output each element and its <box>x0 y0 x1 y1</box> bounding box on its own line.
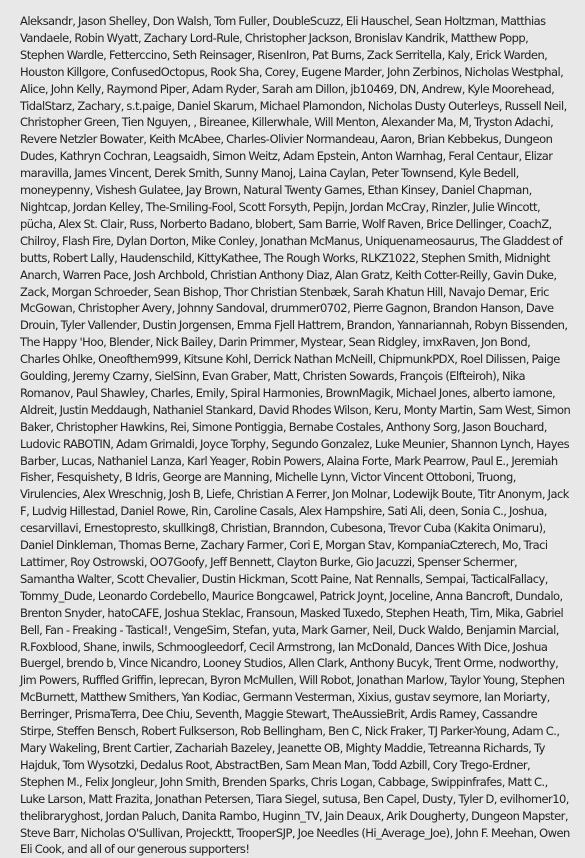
supporter-credits-paragraph: Aleksandr, Jason Shelley, Don Walsh, Tom Fuller, DoubleScuzz, Eli Hauschel, Sean Holtzman, Matthias Vandaele, Robin Wyatt, Zachary Lord-Rule, Christopher Jackson, Bronislav Kandrik, Matthew Popp, Stephen Wardle, Fetterccino, Seth Reinsager, RisenIron, Pat Burns, Zack Serritella, Kaly, Erick Warden, Houston Killgore, ConfusedOctopus, Rook Sha, Corey, Eugene Marder, John Zerbinos, Nicholas Westphal, Alice, John Kelly, Raymond Piper, Adam Ryder, Sarah am Dillon, jb10469, DN, Andrew, Kyle Moorehead, TidalStarz, Zachary, s.t.paige, Daniel Skarum, Michael Plamondon, Nicholas Dusty Outerleys, Russell Neil, Christopher Green, Tien Nguyen, , Bireanee, Killerwhale, Will Menton, Alexander Ma, M, Tryston Adachi, Revere Netzler Bowater, Keith McAbee, Charles-Olivier Normandeau, Aaron, Brian Kebbekus, Dungeon Dudes, Kathryn Cochran, Leagsaidh, Simon Weitz, Adam Epstein, Anton Warnhag, Feral Centaur, Elizar maravilla, James Vincent, Derek Smith, Sunny Manoj, Laina Caylan, Peter Townsend, Kyle Bedell, moneypenny, Vishesh Gulatee, Jay Brown, Natural Twenty Games, Ethan Kinsey, Daniel Chapman, Nightcap, Jordan Kelley, The-Smiling-Fool, Scott Forsyth, Pepijn, Jordan McCray, Rinzler, Julie Wincott, pücha, Alex St. Clair, Russ, Norberto Badano, blobert, Sam Barrie, Wolf Raven, Brice Dellinger, CoachZ, Chilroy, Flash Fire, Dylan Dorton, Mike Conley, Jonathan McManus, Uniquenameosaurus, The Gladdest of butts, Robert Lally, Haudenschild, KittyKathee, The Rough Works, RLKZ1022, Stephen Smith, Midnight Anarch, Warren Pace, Josh Archbold, Christian Anthony Diaz, Alan Gratz, Keith Cotter-Reilly, Gavin Duke, Zack, Morgan Schroeder, Sean Bishop, Thor Christian Stenbæk, Sarah Khatun Hill, Navajo Demar, Eric McGowan, Christopher Avery, Johnny Sandoval, drummer0702, Pierre Gagnon, Brandon Hanson, Dave Drouin, Tyler Vallender, Dustin Jorgensen, Emma Fjell Hattrem, Brandon, Yannariannah, Robyn Bissenden, The Happy 'Hoo, Blender, Nick Bailey, Darin Primmer, Mystear, Sean Ridgley, imxRaven, Jon Bond, Charles Ohlke, Oneofthem999, Kitsune Kohl, Derrick Nathan McNeill, ChipmunkPDX, Roel Dilissen, Paige Goulding, Jeremy Czarny, SielSinn, Evan Graber, Matt, Christen Sowards, François (Elfteiroh), Nika Romanov, Paul Shawley, Charles, Emily, Spiral Harmonies, BrownMagik, Michael Jones, alberto iamone, Aldreit, Justin Meddaugh, Nathaniel Stankard, David Rhodes Wilson, Keru, Monty Martin, Sam West, Simon Baker, Christopher Hawkins, Rei, Simone Pontiggia, Bernabe Costales, Anthony Sorg, Jason Bouchard, Ludovic RABOTIN, Adam Grimaldi, Joyce Torphy, Segundo Gonzalez, Luke Meunier, Shannon Lynch, Hayes Barber, Lucas, Nathaniel Lanza, Karl Yeager, Robin Powers, Alaina Forte, Mark Pearrow, Paul E., Jeremiah Fisher, Fesquishety, B Idris, George are Manning, Michelle Lynn, Victor Vincent Ottoboni, Truong, Virulencies, Alex Wreschnig, Josh B, Liefe, Christian A Ferrer, Jon Molnar, Lodewijk Boute, Titr Anonym, Jack F, Ludvig Hillestad, Daniel Rowe, Rin, Caroline Casals, Alex Hampshire, Sati Ali, deen, Sonia C., Joshua, cesarvillavi, Ernestopresto, skullking8, Christian, Branndon, Cubesona, Trevor Cuba (Kakita Onimaru), Daniel Dinkleman, Thomas Berne, Zachary Farmer, Cori E, Morgan Stav, KompaniaCzterech, Mo, Traci Lattimer, Roy Ostrowski, OO7Goofy, Jeff Bennett, Clayton Burke, Gio Jacuzzi, Spenser Schermer, Samantha Walter, Scott Chevalier, Dustin Hickman, Scott Paine, Nat Rennalls, Sempai, TacticalFallacy, Tommy_Dude, Leonardo Cordebello, Maurice Bongcawel, Patrick Joynt, Joceline, Anna Bancroft, Dundalo, Brenton Snyder, hatoCAFE, Joshua Steklac, Fransoun, Masked Tuxedo, Stephen Heath, Tim, Mika, Gabriel Bell, Fan - Freaking - Tastical!, VengeSim, Stefan, yuta, Mark Garner, Neil, Duck Waldo, Benjamin Marcial, R.Foxblood, Shane, inwils, Schmoogleedorf, Cecil Armstrong, Ian McDonald, Dances With Dice, Joshua Buergel, brendo b, Vince Nicandro, Looney Studios, Allen Clark, Anthony Bucyk, Trent Orme, nodworthy, Jim Powers, Ruffled Griffin, leprecan, Byron McMullen, Will Robot, Jonathan Marlow, Taylor Young, Stephen McBurnett, Matthew Smithers, Yan Kodiac, Germann Vesterman, Xixius, gustav seymore, Ian Moriarty, Berringer, PrismaTerra, Dee Chiu, Seventh, Maggie Stewart, TheAussieBrit, Ardis Ramey, Cassandre Stirpe, Steffen Bensch, Robert Fulkserson, Rob Bellingham, Ben C, Nick Fraker, TJ Parker-Young, Adam C., Mary Wakeling, Brent Cartier, Zachariah Bazeley, Jeanette OB, Mighty Maddie, Tetreanna Richards, Ty Hajduk, Tom Wysotzki, Dedalus Root, AbstractBen, Sam Mean Man, Todd Azbill, Cory Trego-Erdner, Stephen M., Felix Jongleur, John Smith, Brenden Sparks, Chris Logan, Cabbage, Swippinfrafes, Matt C., Luke Larson, Matt Frazita, Jonathan Petersen, Tiara Siegel, sutusa, Ben Capel, Dusty, Tyler D, evilhomer10, thelibraryghost, Jordan Paluch, Danita Rambo, Huginn_TV, Jain Deaux, Arik Dougherty, Dungeon Mapster, Steve Barr, Nicholas O'Sullivan, Projecktt, TrooperSJP, Joe Needles (Hi_Average_Joe), John F. Meehan, Owen Eli Cook, and all of our generous supporters! <box>20 14 571 857</box>
